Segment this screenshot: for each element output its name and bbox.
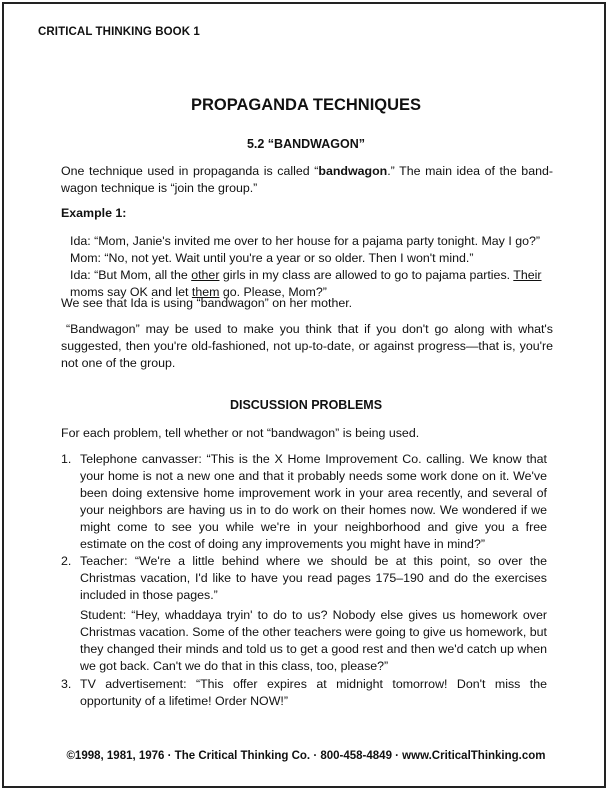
dialogue-mom: Mom: “No, not yet. Wait until you're a year or so older. Then I won't mind.” xyxy=(70,251,474,265)
problem-number: 1. xyxy=(61,452,72,466)
problem-number: 3. xyxy=(61,677,72,691)
intro-term: bandwagon xyxy=(318,164,388,178)
book-header: CRITICAL THINKING BOOK 1 xyxy=(38,26,200,38)
problem-text: Teacher: “We're a little behind where we should be at this point, so over the Christmas vacation, I'd like to have you read pages 175–190 and do the exercises included in those pages.” xyxy=(80,554,547,602)
intro-paragraph xyxy=(61,163,553,197)
discussion-heading: DISCUSSION PROBLEMS xyxy=(229,398,383,412)
explanation-paragraph: “Bandwagon” may be used to make you think that if you don't go along with what's suggested, then you're old-fashioned, not up-to-date, or against progress—that is, you're not one of the group. xyxy=(61,322,553,370)
problem-text: Telephone canvasser: “This is the X Home Improvement Co. calling. We know that your home is not a new one and that it probably needs some work done on it. We've been doing extensive home improvement work in your area recently, and several of your neighbors are having us in to do work on their homes now. We wondered if we might come to see you while we're in your neighborhood and give you a free estimate on the cost of doing any improvements you might have in mind?” xyxy=(80,452,547,551)
dialogue-part: moms say OK and let xyxy=(70,285,192,299)
observation-text: We see that Ida is using “bandwagon” on her mother. xyxy=(61,296,353,310)
intro-after: .” The main idea of the band-wagon technique is “join the group.” xyxy=(61,164,553,195)
intro-before: One technique used in propaganda is called “ xyxy=(61,164,319,178)
dialogue-ida-1: Ida: “Mom, Janie's invited me over to her house for a pajama party tonight. May I go?” xyxy=(70,234,540,248)
problem-number: 2. xyxy=(61,554,72,568)
dialogue-underlined: them xyxy=(191,285,220,299)
copyright-footer: ©1998, 1981, 1976 · The Critical Thinking Co. · 800-458-4849 · www.CriticalThinking.com xyxy=(66,750,546,762)
problem-text: TV advertisement: “This offer expires at midnight tomorrow! Don't miss the opportunity of a lifetime! Order NOW!” xyxy=(80,677,547,708)
page-title: PROPAGANDA TECHNIQUES xyxy=(190,96,422,114)
dialogue-underlined: Their xyxy=(513,268,542,282)
example-heading: Example 1: xyxy=(61,206,127,220)
problem-reply: Student: “Hey, whaddaya tryin' to do to us? Nobody else gives us homework over Christmas vacation. Some of the other teachers were going to give us homework, but they changed their minds and told us to get a good rest and then we'd catch up when we got back. Can't we do that in this class, too, please?” xyxy=(80,608,547,673)
instructions-text: For each problem, tell whether or not “bandwagon” is being used. xyxy=(61,426,420,440)
dialogue-part: go. Please, Mom?” xyxy=(219,285,327,299)
dialogue-part: Ida: “But Mom, all the xyxy=(70,268,192,282)
dialogue-underlined: other xyxy=(191,268,220,282)
dialogue-part: girls in my class are allowed to go to pajama parties. xyxy=(219,268,514,282)
section-subtitle: 5.2 “BANDWAGON” xyxy=(246,137,366,151)
